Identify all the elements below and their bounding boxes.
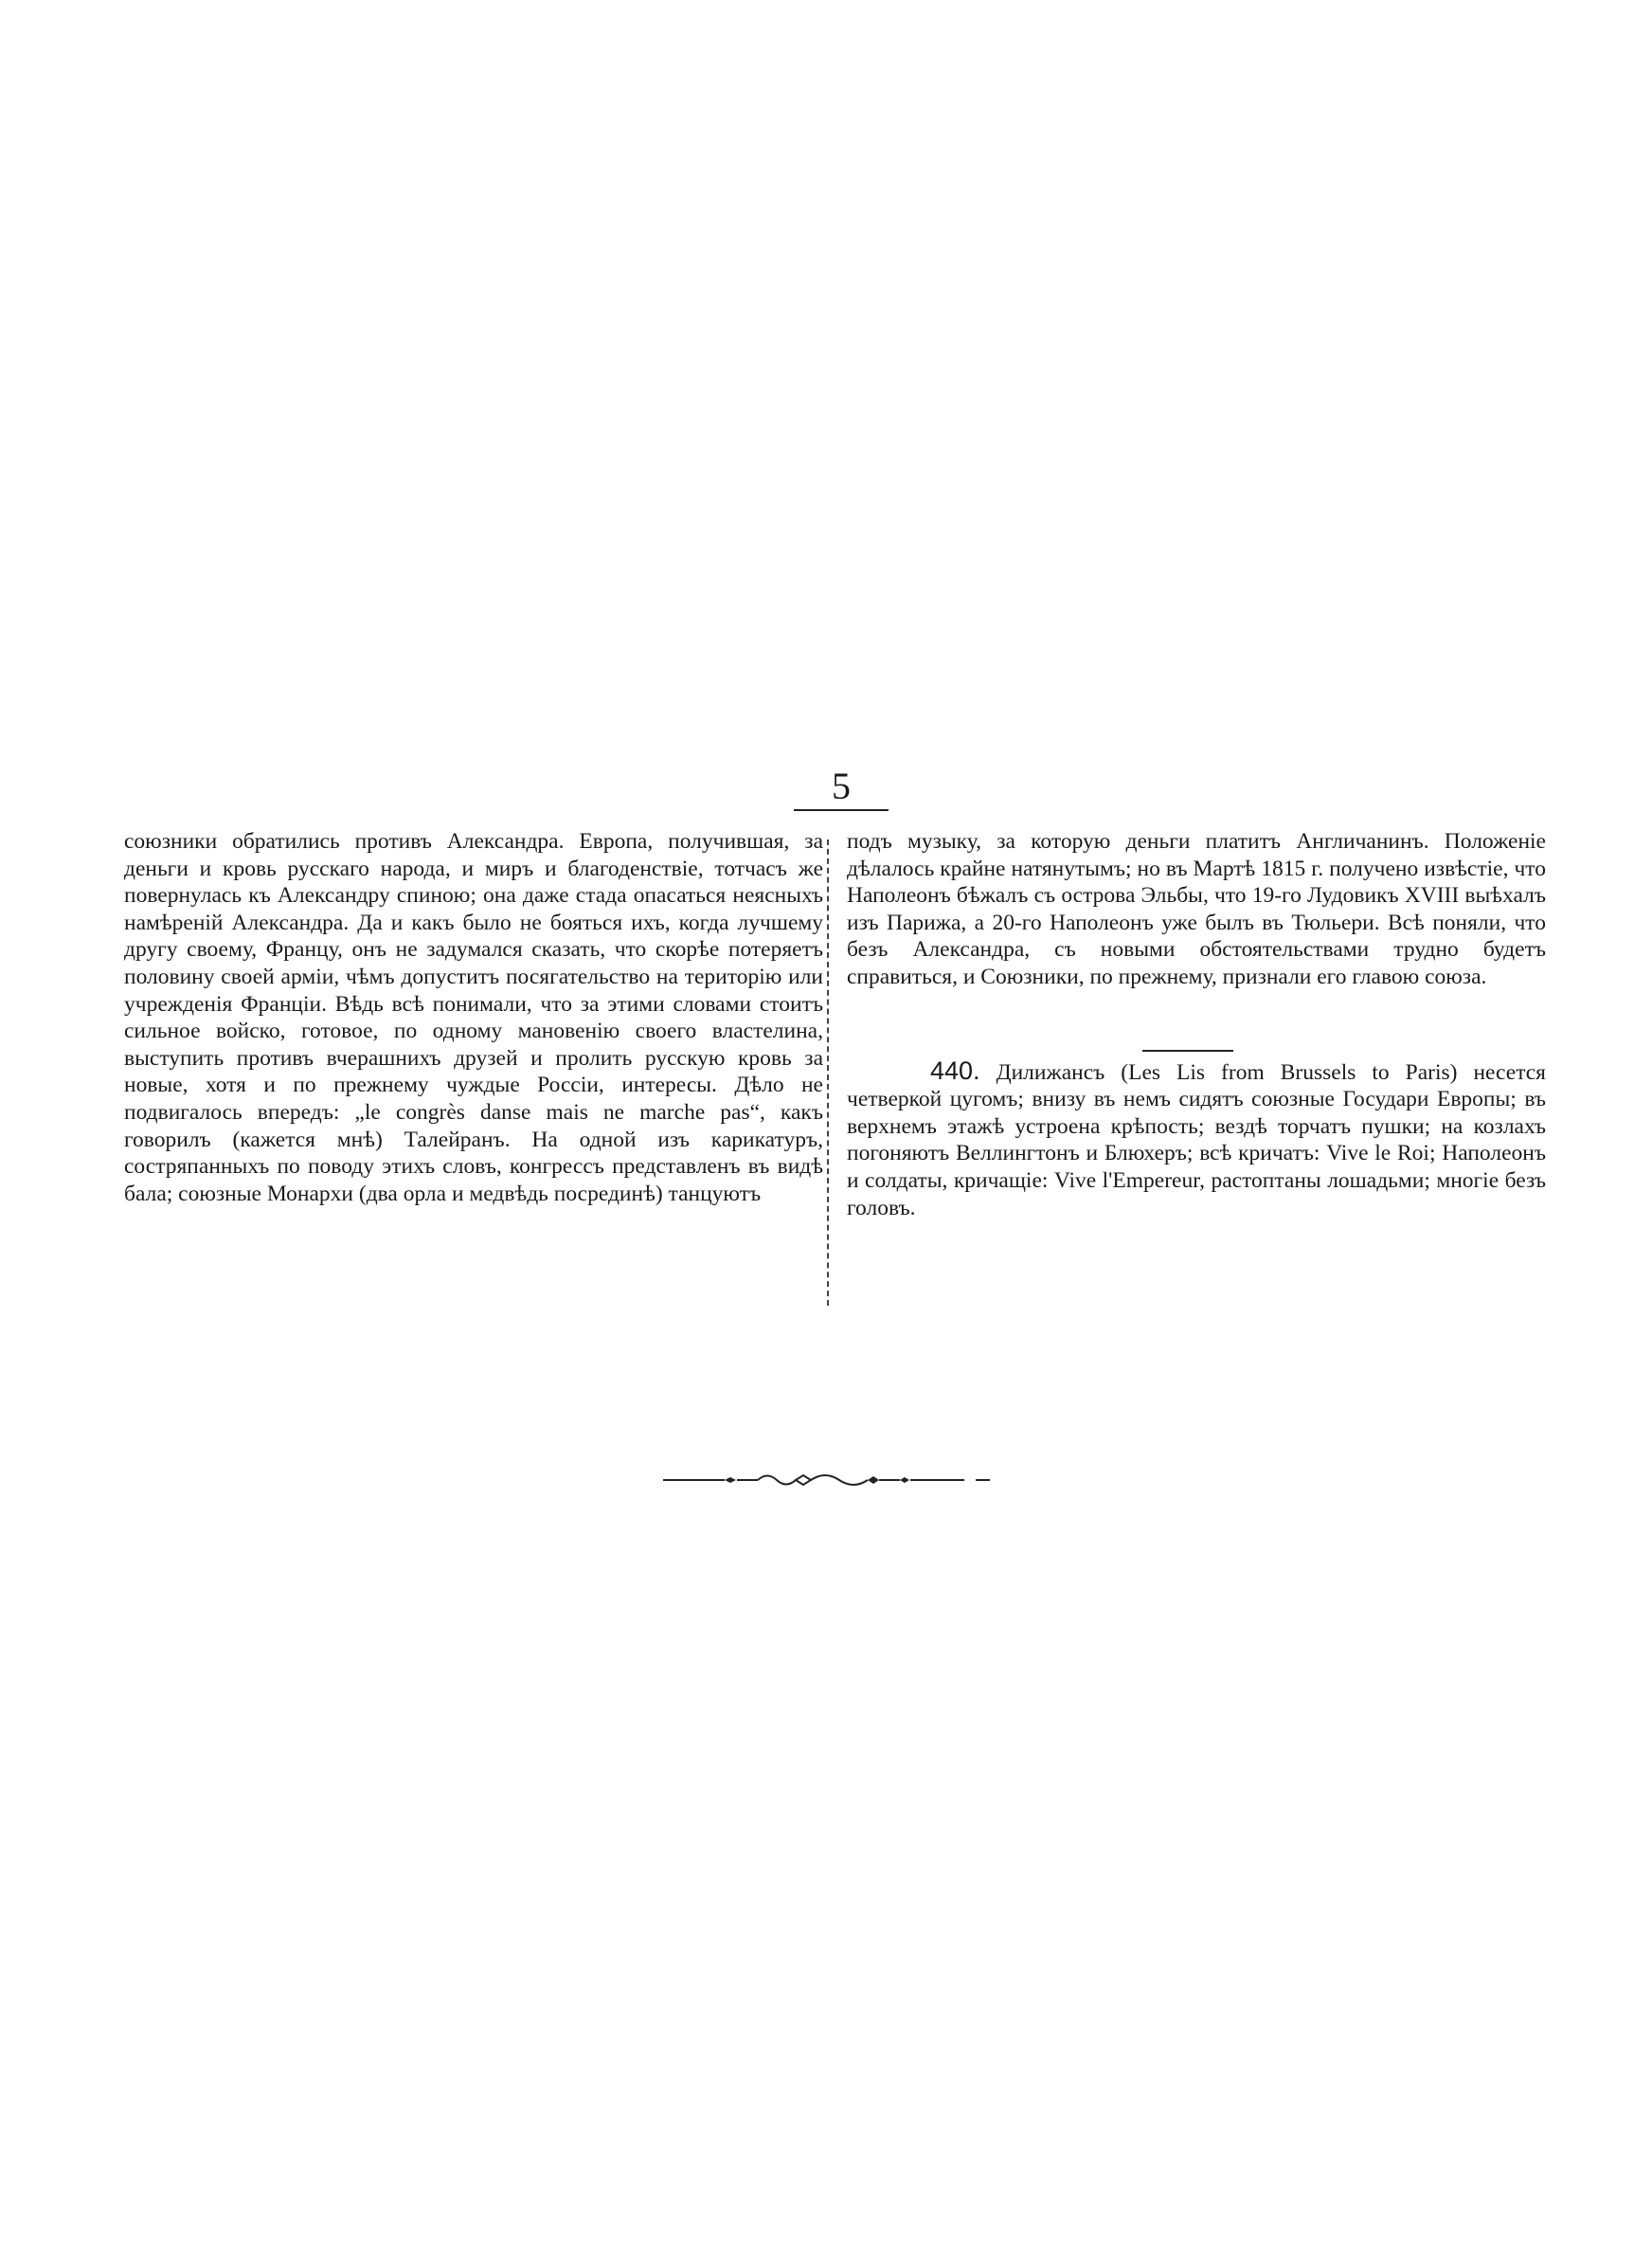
right-column — [847, 828, 1546, 1221]
end-ornament — [663, 1471, 990, 1490]
catalog-item-440 — [847, 1057, 1546, 1222]
left-column — [124, 828, 823, 1207]
left-column-paragraph: союзники обратились противъ Александра. Европа, получившая, за деньги и кровь русскаго народа, и миръ и благоденствіе, тотчасъ же повернулась къ Александру спиною; она даже стада опасаться неясныхъ намѣреній Александра. Да и какъ было не бояться ихъ, когда лучшему другу своему, Францу, онъ не задумался сказать, что скорѣе потеряетъ половину своей арміи, чѣмъ допуститъ посягательство на територію или учрежденія Франціи. Вѣдь всѣ понимали, что за этими словами стоитъ сильное войско, готовое, по одному мановенію своего властелина, выступить противъ вчерашнихъ друзей и пролить русскую кровь за новые, хотя и по прежнему чуждые Россіи, интересы. Дѣло не подвигалось впередъ: „le congrès danse mais ne marche pas“, какъ говорилъ (кажется мнѣ) Талейранъ. На одной изъ карикатуръ, состряпанныхъ по поводу этихъ словъ, конгрессъ представленъ въ видѣ бала; союзные Монархи (два орла и медвѣдь посрединѣ) танцуютъ — [124, 829, 823, 1206]
page-number-rule — [794, 809, 889, 811]
right-column-paragraph: подъ музыку, за которую деньги платитъ Англичанинъ. Положеніе дѣлалось крайне натянутымъ; но въ Мартѣ 1815 г. получено извѣстіе, что Наполеонъ бѣжалъ съ острова Эльбы, что 19-го Лудовикъ XVIII выѣхалъ изъ Парижа, а 20-го Наполеонъ уже былъ въ Тюльери. Всѣ поняли, что безъ Александра, съ новыми обстоятельствами трудно будетъ справиться, и Союзники, по прежнему, признали его главою союза. — [847, 829, 1546, 989]
page-number: 5 — [832, 765, 851, 807]
section-rule — [1142, 1050, 1233, 1052]
item-text: Дилижансъ (Les Lis from Brussels to Paris) несется четверкой цугомъ; внизу въ немъ сидятъ союзные Государи Европы; въ верхнемъ этажѣ устроена крѣпость; вездѣ торчатъ пушки; на козлахъ погоняютъ Веллингтонъ и Блюхеръ; всѣ кричатъ: Vive le Roi; Наполеонъ и солдаты, кричащіе: Vive l'Empereur, растоптаны лошадьми; многіе безъ головъ. — [847, 1059, 1546, 1220]
column-divider — [827, 840, 829, 1306]
item-number: 440. — [930, 1056, 980, 1085]
